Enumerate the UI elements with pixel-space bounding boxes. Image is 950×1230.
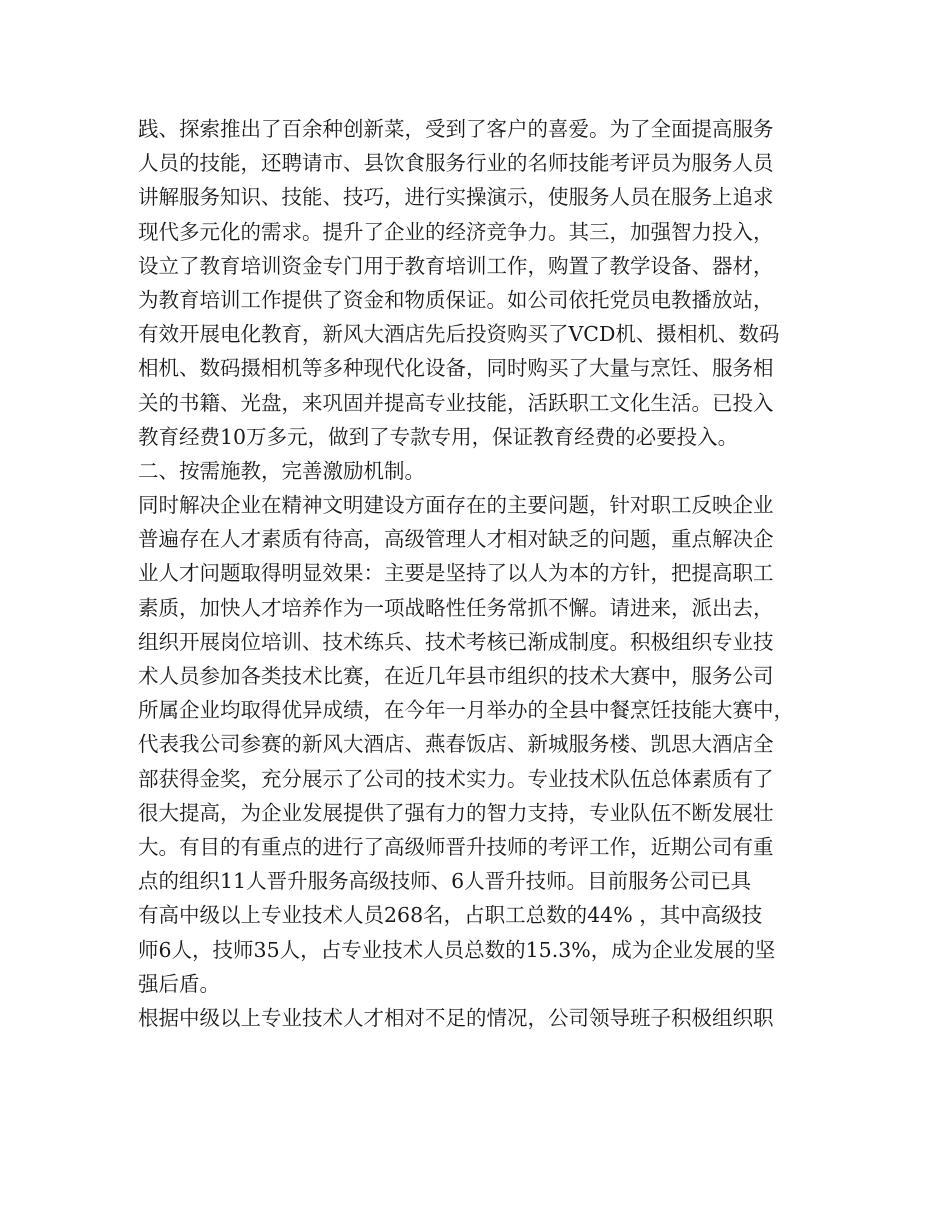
text-line: 很大提高，为企业发展提供了强有力的智力支持，专业队伍不断发展壮 xyxy=(138,800,774,825)
text-line: 点的组织11人晋升服务高级技师、6人晋升技师。目前服务公司已具 xyxy=(138,869,752,894)
text-line: 有效开展电化教育，新风大酒店先后投资购买了VCD机、摄相机、数码 xyxy=(138,322,780,347)
text-line: 设立了教育培训资金专门用于教育培训工作，购置了教学设备、器材， xyxy=(138,253,774,278)
text-line: 相机、数码摄相机等多种现代化设备，同时购买了大量与烹饪、服务相 xyxy=(138,356,774,381)
text-line: 代表我公司参赛的新风大酒店、燕春饭店、新城服务楼、凯思大酒店全 xyxy=(138,732,774,757)
text-line: 所属企业均取得优异成绩，在今年一月举办的全县中餐烹饪技能大赛中， xyxy=(138,698,794,723)
section-heading: 二、按需施教，完善激励机制。 xyxy=(138,458,425,483)
text-line: 为教育培训工作提供了资金和物质保证。如公司依托党员电教播放站， xyxy=(138,287,774,312)
text-line: 根据中级以上专业技术人才相对不足的情况，公司领导班子积极组织职 xyxy=(138,1005,774,1030)
text-line: 人员的技能，还聘请市、县饮食服务行业的名师技能考评员为服务人员 xyxy=(138,151,774,176)
text-line: 部获得金奖，充分展示了公司的技术实力。专业技术队伍总体素质有了 xyxy=(138,766,774,791)
text-line: 大。有目的有重点的进行了高级师晋升技师的考评工作，近期公司有重 xyxy=(138,834,774,859)
text-line: 关的书籍、光盘，来巩固并提高专业技能，活跃职工文化生活。已投入 xyxy=(138,390,774,415)
text-line: 组织开展岗位培训、技术练兵、技术考核已渐成制度。积极组织专业技 xyxy=(138,629,774,654)
text-line: 术人员参加各类技术比赛，在近几年县市组织的技术大赛中，服务公司 xyxy=(138,664,774,688)
body-text xyxy=(138,112,828,1035)
text-line: 素质，加快人才培养作为一项战略性任务常抓不懈。请进来，派出去， xyxy=(138,595,774,620)
text-line: 有高中级以上专业技术人员268名，占职工总数的44% ，其中高级技 xyxy=(138,903,763,928)
text-line: 业人才问题取得明显效果：主要是坚持了以人为本的方针，把提高职工 xyxy=(138,561,774,586)
text-line: 教育经费10万多元，做到了专款专用，保证教育经费的必要投入。 xyxy=(138,424,739,449)
text-line: 强后盾。 xyxy=(138,971,220,996)
text-line: 现代多元化的需求。提升了企业的经济竞争力。其三，加强智力投入， xyxy=(138,219,774,244)
text-line: 师6人，技师35人，占专业技术人员总数的15.3%，成为企业发展的坚 xyxy=(138,937,776,962)
text-line: 同时解决企业在精神文明建设方面存在的主要问题，针对职工反映企业 xyxy=(138,493,774,518)
text-line: 讲解服务知识、技能、技巧，进行实操演示，使服务人员在服务上追求 xyxy=(138,185,774,210)
text-line: 普遍存在人才素质有待高，高级管理人才相对缺乏的问题，重点解决企 xyxy=(138,527,774,552)
text-line: 践、探索推出了百余种创新菜，受到了客户的喜爱。为了全面提高服务 xyxy=(138,117,774,141)
